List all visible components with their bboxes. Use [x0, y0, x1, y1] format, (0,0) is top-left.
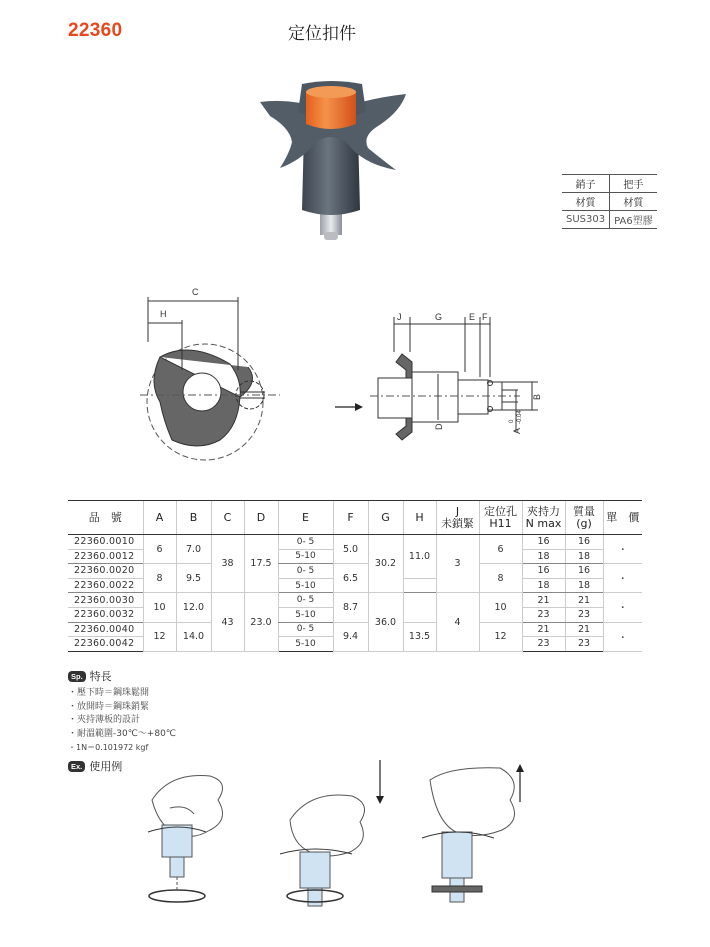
cell-mass: 21 — [565, 593, 603, 608]
cell-force: 21 — [522, 622, 565, 637]
side-view — [370, 312, 542, 440]
usage-illustration — [130, 760, 570, 940]
cell-code: 22360.0020 — [68, 564, 143, 579]
cell-force: 16 — [522, 564, 565, 579]
material-value-pin: SUS303 — [562, 211, 610, 229]
col-b: B — [176, 501, 211, 535]
col-g: G — [368, 501, 403, 535]
cell-h: 11.0 — [403, 535, 436, 579]
cell-b: 12.0 — [176, 593, 211, 622]
usage-step-1 — [148, 776, 223, 903]
col-d: D — [244, 501, 278, 535]
cell-c: 38 — [211, 535, 244, 593]
spec-table — [68, 500, 642, 652]
cell-b: 9.5 — [176, 564, 211, 593]
cell-force: 23 — [522, 637, 565, 652]
cell-hole: 12 — [479, 622, 522, 651]
material-header-pin: 銷子 — [562, 175, 610, 193]
cell-code: 22360.0040 — [68, 622, 143, 637]
col-code: 品 號 — [68, 501, 143, 535]
dim-label-e: E — [469, 312, 476, 322]
col-hole-line1: 定位孔 — [484, 504, 517, 518]
cell-h-blank — [403, 578, 436, 593]
cell-mass: 16 — [565, 564, 603, 579]
material-label-pin: 材質 — [562, 193, 610, 211]
cell-a: 8 — [143, 564, 176, 593]
col-e: E — [278, 501, 333, 535]
cell-mass: 18 — [565, 578, 603, 593]
col-force-line2: N max — [525, 516, 562, 530]
cell-e: 0- 5 — [278, 622, 333, 637]
cell-d: 23.0 — [244, 593, 278, 651]
col-a: A — [143, 501, 176, 535]
cell-hole: 10 — [479, 593, 522, 622]
cell-g: 36.0 — [368, 593, 403, 651]
cell-code: 22360.0042 — [68, 637, 143, 652]
cell-code: 22360.0010 — [68, 535, 143, 550]
cell-j: 4 — [436, 593, 479, 651]
cell-e: 0- 5 — [278, 535, 333, 550]
product-photo — [250, 72, 430, 252]
dim-label-b: B — [532, 393, 542, 400]
cell-mass: 18 — [565, 549, 603, 564]
material-table — [562, 174, 657, 229]
dim-tol-bottom: -0.04 — [517, 410, 523, 424]
cell-g: 30.2 — [368, 535, 403, 593]
dim-label-h: H — [160, 309, 167, 319]
cell-f: 9.4 — [333, 622, 368, 651]
cell-e: 0- 5 — [278, 564, 333, 579]
material-label-handle: 材質 — [610, 193, 657, 211]
cell-price: ・ — [603, 564, 642, 593]
cell-code: 22360.0032 — [68, 607, 143, 622]
col-hole — [479, 501, 522, 535]
material-value-handle: PA6塑膠 — [610, 211, 657, 229]
dim-label-g: G — [435, 312, 443, 322]
cell-e: 5-10 — [278, 637, 333, 652]
cell-mass: 16 — [565, 535, 603, 550]
cell-force: 21 — [522, 593, 565, 608]
cell-price: ・ — [603, 593, 642, 622]
cell-price: ・ — [603, 535, 642, 564]
col-j — [436, 501, 479, 535]
cell-e: 0- 5 — [278, 593, 333, 608]
cell-e: 5-10 — [278, 549, 333, 564]
cell-h: 13.5 — [403, 622, 436, 651]
cell-a: 6 — [143, 535, 176, 564]
cell-code: 22360.0012 — [68, 549, 143, 564]
cell-hole: 6 — [479, 535, 522, 564]
material-header-handle: 把手 — [610, 175, 657, 193]
dim-label-j: J — [397, 312, 402, 322]
col-force — [522, 501, 565, 535]
cell-a: 12 — [143, 622, 176, 651]
cell-price: ・ — [603, 622, 642, 651]
dim-tol-top: 0 — [509, 419, 515, 423]
cell-e: 5-10 — [278, 607, 333, 622]
page-title: 定位扣件 — [288, 24, 356, 44]
dim-label-c: C — [192, 287, 199, 297]
cell-hole: 8 — [479, 564, 522, 593]
cell-d: 17.5 — [244, 535, 278, 593]
cell-c: 43 — [211, 593, 244, 651]
col-h: H — [403, 501, 436, 535]
part-number: 22360 — [68, 20, 123, 41]
features-heading — [68, 668, 112, 684]
feature-item: ・ 耐溫範圍-30℃～+80℃ — [68, 728, 176, 742]
feature-item: ・ 壓下時＝鋼珠鬆開 — [68, 687, 176, 701]
cell-code: 22360.0022 — [68, 578, 143, 593]
usage-step-2 — [280, 760, 384, 906]
usage-step-3 — [422, 764, 524, 902]
technical-drawing — [120, 282, 600, 462]
col-price: 單 價 — [603, 501, 642, 535]
cell-mass: 23 — [565, 637, 603, 652]
cell-mass: 23 — [565, 607, 603, 622]
cell-f: 6.5 — [333, 564, 368, 593]
cell-force: 18 — [522, 578, 565, 593]
col-f: F — [333, 501, 368, 535]
cell-j: 3 — [436, 535, 479, 593]
cell-force: 23 — [522, 607, 565, 622]
cell-f: 8.7 — [333, 593, 368, 622]
col-j-line1: J — [455, 504, 460, 518]
usage-title: 使用例 — [89, 760, 123, 773]
features-list — [68, 687, 176, 755]
feature-item: ・ 放開時＝鋼珠銷緊 — [68, 701, 176, 715]
col-mass-line2: (g) — [576, 516, 592, 530]
features-badge: Sp. — [68, 671, 86, 682]
usage-badge: Ex. — [68, 761, 85, 772]
cell-b: 14.0 — [176, 622, 211, 651]
col-hole-line2: H11 — [489, 516, 512, 530]
cell-a: 10 — [143, 593, 176, 622]
cell-b: 7.0 — [176, 535, 211, 564]
col-j-line2: 未鎖緊 — [441, 516, 474, 530]
col-force-line1: 夾持力 — [527, 504, 560, 518]
dim-label-f: F — [482, 312, 488, 322]
cell-h-blank — [403, 593, 436, 622]
features-title: 特長 — [89, 670, 112, 683]
cell-force: 16 — [522, 535, 565, 550]
feature-item: ・ 1N＝0.101972 kgf — [68, 741, 176, 755]
col-mass-line1: 質量 — [573, 504, 595, 518]
dim-label-a: A — [512, 427, 522, 434]
cell-e: 5-10 — [278, 578, 333, 593]
col-c: C — [211, 501, 244, 535]
feature-item: ・ 夾持薄板的設計 — [68, 714, 176, 728]
front-view — [140, 287, 280, 460]
col-mass — [565, 501, 603, 535]
cell-mass: 21 — [565, 622, 603, 637]
usage-heading — [68, 758, 122, 774]
cell-f: 5.0 — [333, 535, 368, 564]
cell-code: 22360.0030 — [68, 593, 143, 608]
dim-label-d: D — [434, 423, 444, 430]
cell-force: 18 — [522, 549, 565, 564]
